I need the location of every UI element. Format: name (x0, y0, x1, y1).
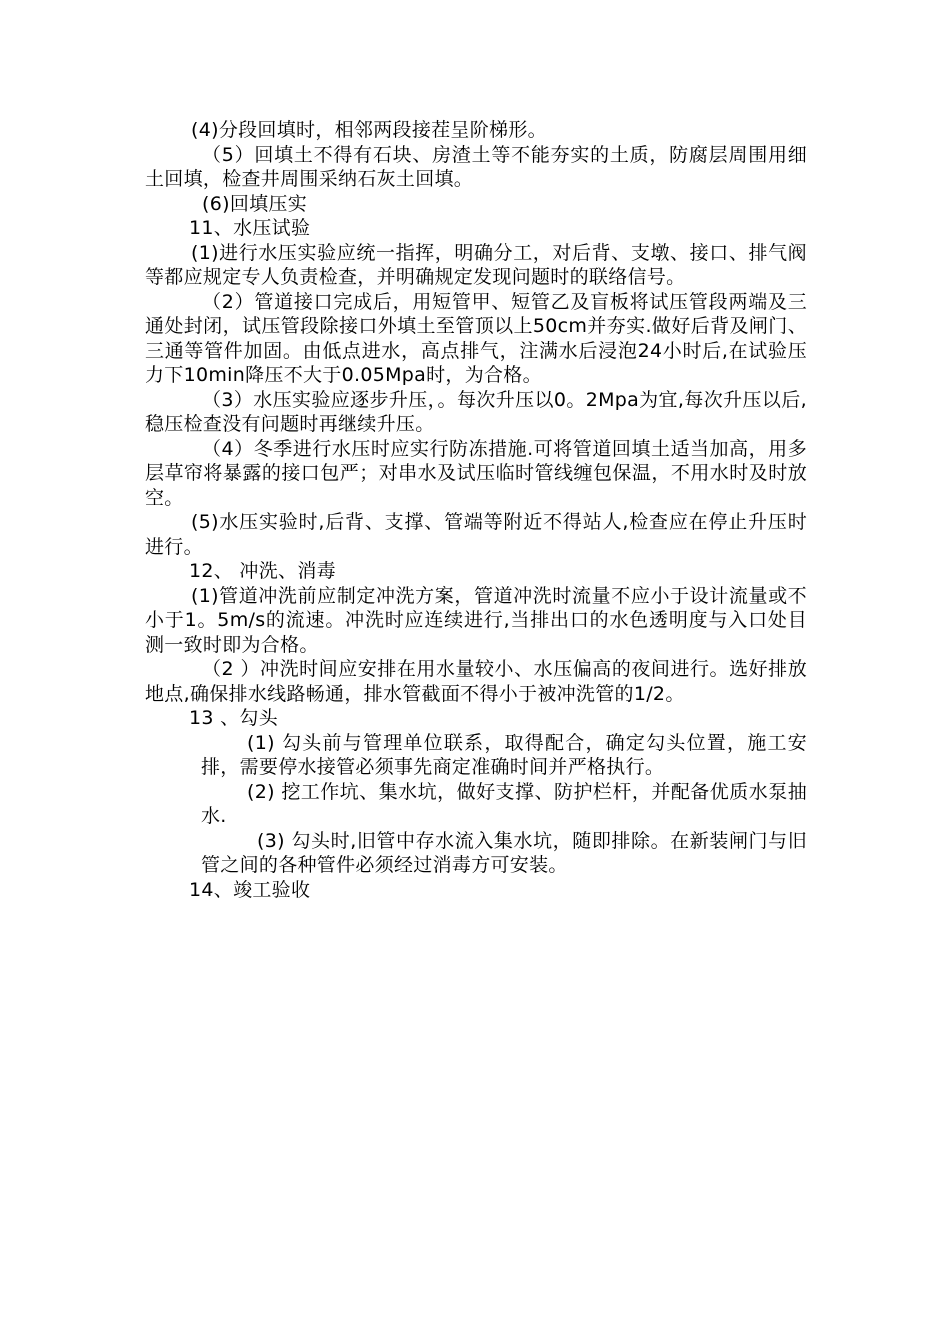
paragraph-pressure-2: （2）管道接口完成后，用短管甲、短管乙及盲板将试压管段两端及三通处封闭，试压管段除接口外填土至管顶以上50cm并夯实.做好后背及闸门、三通等管件加固。由低点进水，高点排气，注满水后浸泡24小时后,在试验压力下10min降压不大于0.05Mpa时，为合格。 (145, 290, 807, 386)
paragraph-connection-1: (1) 勾头前与管理单位联系，取得配合，确定勾头位置，施工安排，需要停水接管必须事先商定准确时间并严格执行。 (201, 731, 807, 778)
paragraph-backfill-5: （5）回填土不得有石块、房渣土等不能夯实的土质，防腐层周围用细土回填，检查井周围采纳石灰土回填。 (145, 143, 807, 190)
paragraph-connection-3: (3) 勾头时,旧管中存水流入集水坑，随即排除。在新装闸门与旧管之间的各种管件必须经过消毒方可安装。 (201, 829, 807, 876)
section-heading-13: 13 、勾头 (189, 707, 279, 729)
section-heading-14: 14、竣工验收 (189, 878, 311, 901)
subsection-connection (145, 731, 807, 878)
paragraph-connection-2: (2) 挖工作坑、集水坑，做好支撑、防护栏杆，并配备优质水泵抽水. (201, 780, 807, 827)
paragraph-pressure-5: (5)水压实验时,后背、支撑、管端等附近不得站人,检查应在停止升压时进行。 (145, 511, 807, 558)
paragraph-flush-2: （2 ）冲洗时间应安排在用水量较小、水压偏高的夜间进行。选好排放地点,确保排水线路畅通，排水管截面不得小于被冲洗管的1/2。 (145, 658, 807, 705)
paragraph-flush-1: (1)管道冲洗前应制定冲洗方案，管道冲洗时流量不应小于设计流量或不小于1。5m/s的流速。冲洗时应连续进行,当排出口的水色透明度与入口处目测一致时即为合格。 (145, 584, 807, 656)
section-heading-11: 11、水压试验 (189, 217, 311, 239)
paragraph-backfill-4: (4)分段回填时，相邻两段接茬呈阶梯形。 (191, 119, 547, 141)
paragraph-pressure-3: （3）水压实验应逐步升压，。每次升压以0。2Mpa为宜,每次升压以后,稳压检查没有问题时再继续升压。 (145, 388, 807, 435)
paragraph-pressure-1: (1)进行水压实验应统一指挥，明确分工，对后背、支墩、接口、排气阀等都应规定专人负责检查，并明确规定发现问题时的联络信号。 (145, 241, 807, 288)
section-heading-12: 12、 冲洗、消毒 (189, 560, 336, 582)
document-body (145, 118, 807, 902)
paragraph-backfill-6: (6)回填压实 (202, 192, 308, 215)
paragraph-pressure-4: （4）冬季进行水压时应实行防冻措施.可将管道回填土适当加高，用多层草帘将暴露的接口包严；对串水及试压临时管线缠包保温，不用水时及时放空。 (145, 437, 807, 509)
